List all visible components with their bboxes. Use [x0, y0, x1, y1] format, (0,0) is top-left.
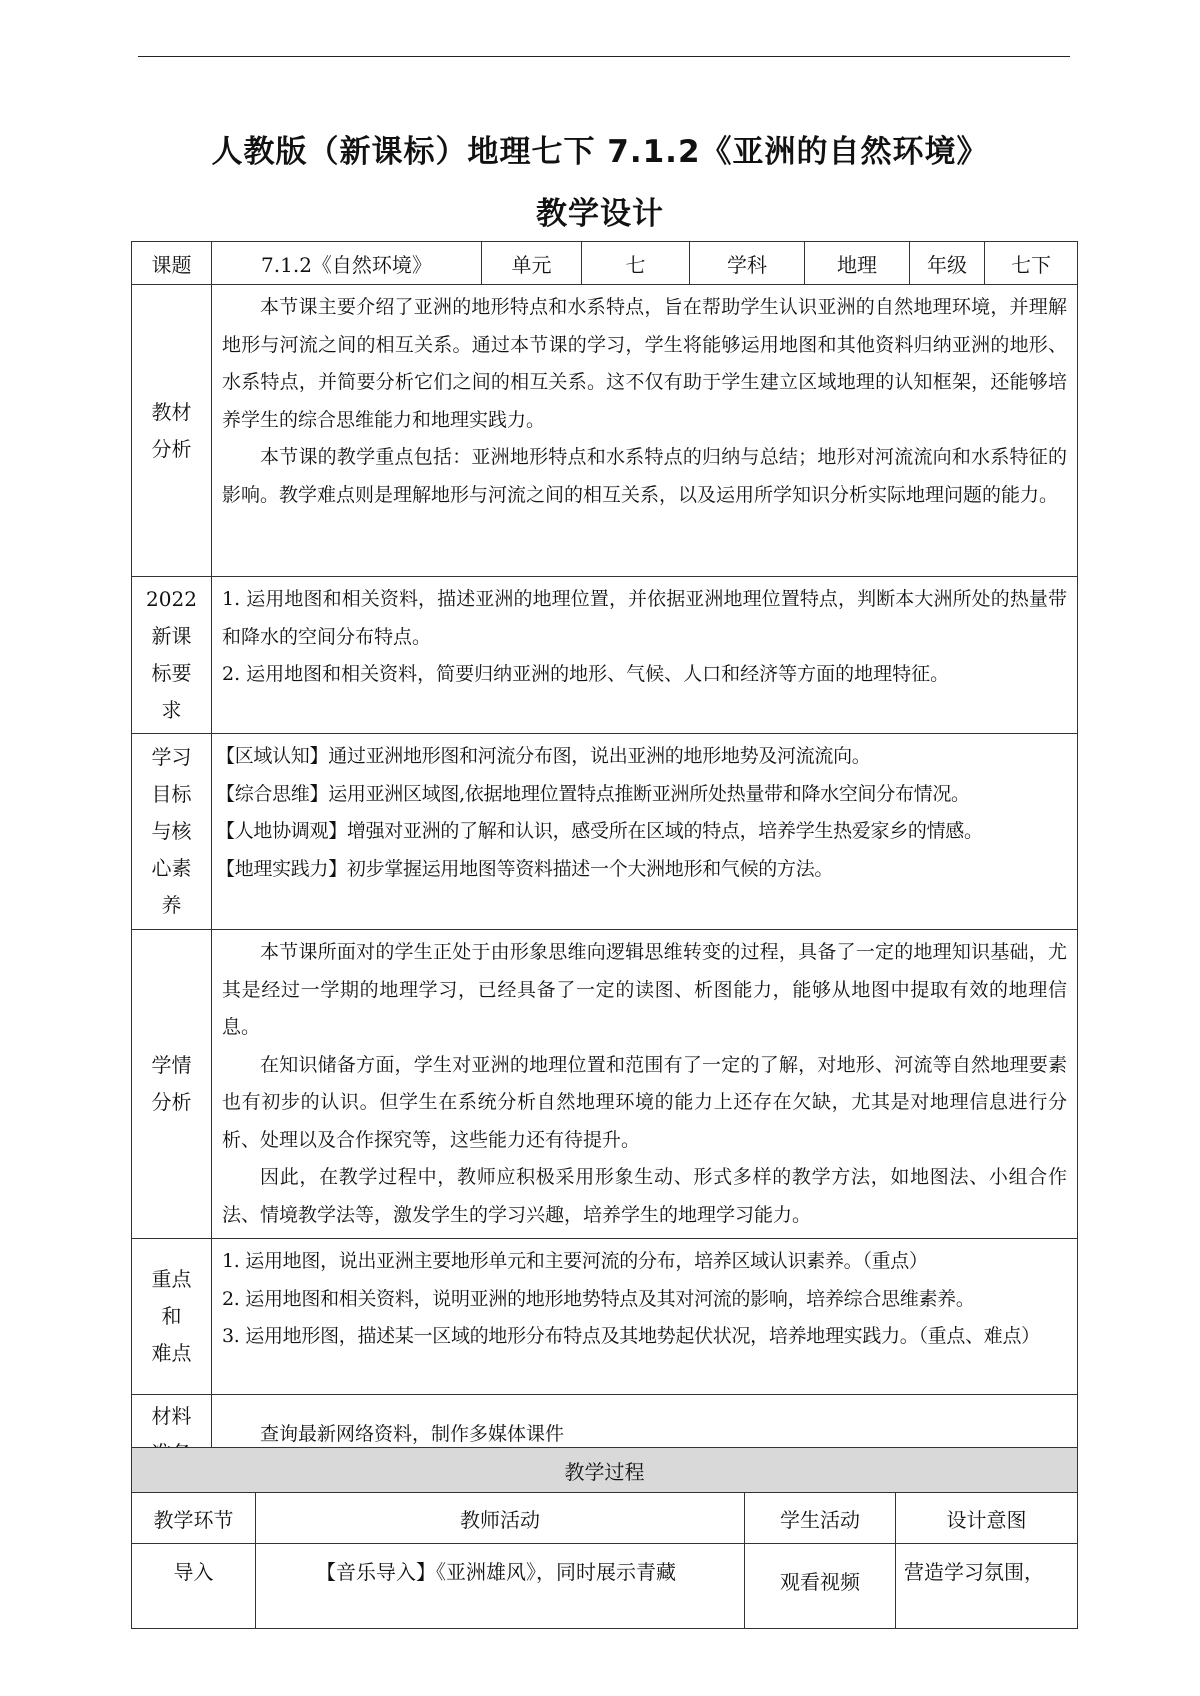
header-stage: 教学环节 — [132, 1493, 256, 1544]
student-analysis-content — [212, 930, 1078, 1239]
learning-goals-label: 学习 目标 与核 心素 养 — [132, 734, 212, 930]
header-teacher: 教师活动 — [256, 1493, 745, 1544]
learning-goals-content — [212, 734, 1078, 930]
process-row — [132, 1544, 1078, 1629]
material-analysis-content — [212, 285, 1078, 577]
process-title-row — [132, 1448, 1078, 1493]
student-paragraph: 因此，在教学过程中，教师应积极采用形象生动、形式多样的教学方法，如地图法、小组合作法、情境教学法等，激发学生的学习兴趣，培养学生的地理学习能力。 — [222, 1166, 1067, 1226]
student-analysis-label: 学情 分析 — [132, 930, 212, 1239]
student-analysis-row — [132, 930, 1078, 1239]
material-analysis-row — [132, 285, 1078, 577]
subject-value: 地理 — [805, 242, 910, 285]
materials-text: 查询最新网络资料，制作多媒体课件 — [260, 1423, 565, 1446]
grade-label: 年级 — [910, 242, 985, 285]
header-student: 学生活动 — [745, 1493, 896, 1544]
unit-label: 单元 — [482, 242, 582, 285]
key-difficult-row — [132, 1239, 1078, 1395]
document-title: 人教版（新课标）地理七下 7.1.2《亚洲的自然环境》 — [211, 134, 989, 170]
material-paragraph: 本节课主要介绍了亚洲的地形特点和水系特点，旨在帮助学生认识亚洲的自然地理环境，并理解地形与河流之间的相互关系。通过本节课的学习，学生将能够运用地图和其他资料归纳亚洲的地形、水系特点，并简要分析它们之间的相互关系。这不仅有助于学生建立区域地理的认知框架，还能够培养学生的综合思维能力和地理实践力。 — [222, 296, 1067, 431]
lesson-info-table — [131, 241, 1078, 1476]
student-paragraph: 本节课所面对的学生正处于由形象思维向逻辑思维转变的过程，具备了一定的地理知识基础，尤其是经过一学期的地理学习，已经具备了一定的读图、析图能力，能够从地图中提取有效的地理信息。 — [222, 941, 1067, 1038]
goal-item: 【地理实践力】初步掌握运用地图等资料描述一个大洲地形和气候的方法。 — [216, 857, 834, 880]
learning-goals-row — [132, 734, 1078, 930]
curriculum-standard-content — [212, 577, 1078, 734]
curriculum-standard-label: 2022 新课 标要 求 — [132, 577, 212, 734]
process-title: 教学过程 — [132, 1448, 1078, 1493]
key-difficult-label: 重点 和 难点 — [132, 1239, 212, 1395]
header-rule — [138, 56, 1070, 57]
design-intent-cell: 营造学习氛围， — [896, 1544, 1078, 1629]
header-intent: 设计意图 — [896, 1493, 1078, 1544]
standard-item: 2. 运用地图和相关资料，简要归纳亚洲的地形、气候、人口和经济等方面的地理特征。 — [222, 663, 950, 685]
goal-item: 【综合思维】运用亚洲区域图,依据地理位置特点推断亚洲所处热量带和降水空间分布情况。 — [216, 782, 970, 805]
goal-item: 【人地协调观】增强对亚洲的了解和认识，感受所在区域的特点，培养学生热爱家乡的情感。 — [216, 820, 983, 842]
material-analysis-label: 教材 分析 — [132, 285, 212, 577]
unit-value: 七 — [582, 242, 690, 285]
document-subtitle: 教学设计 — [536, 196, 664, 232]
student-paragraph: 在知识储备方面，学生对亚洲的地理位置和范围有了一定的了解，对地形、河流等自然地理要素也有初步的认识。但学生在系统分析自然地理环境的能力上还存在欠缺，尤其是对地理信息进行分析、处理以及合作探究等，这些能力还有待提升。 — [222, 1053, 1067, 1151]
teacher-activity-cell: 【音乐导入】《亚洲雄风》，同时展示青藏 — [256, 1544, 745, 1629]
stage-cell: 导入 — [132, 1544, 256, 1629]
topic-label: 课题 — [132, 242, 212, 285]
materials-label: 材料 — [132, 1395, 212, 1476]
material-paragraph: 本节课的教学重点包括：亚洲地形特点和水系特点的归纳与总结；地形对河流流向和水系特征的影响。教学难点则是理解地形与河流之间的相互关系，以及运用所学知识分析实际地理问题的能力。 — [222, 446, 1067, 506]
goal-item: 【区域认知】通过亚洲地形图和河流分布图，说出亚洲的地形地势及河流流向。 — [216, 745, 871, 767]
student-activity-cell: 观看视频 — [745, 1544, 896, 1629]
key-difficult-content — [212, 1239, 1078, 1395]
teaching-process-table — [131, 1447, 1078, 1629]
subject-label: 学科 — [690, 242, 805, 285]
grade-value: 七下 — [985, 242, 1078, 285]
info-row — [132, 242, 1078, 285]
standard-item: 1. 运用地图和相关资料，描述亚洲的地理位置，并依据亚洲地理位置特点，判断本大洲所处的热量带和降水的空间分布特点。 — [222, 588, 1067, 648]
process-header-row — [132, 1493, 1078, 1544]
key-item: 2. 运用地图和相关资料，说明亚洲的地形地势特点及其对河流的影响，培养综合思维素养。 — [222, 1287, 975, 1310]
key-item: 3. 运用地形图，描述某一区域的地形分布特点及其地势起伏状况，培养地理实践力。（重点、难点） — [222, 1325, 1040, 1347]
topic-value: 7.1.2《自然环境》 — [212, 242, 482, 285]
curriculum-standard-row — [132, 577, 1078, 734]
key-item: 1. 运用地图，说出亚洲主要地形单元和主要河流的分布，培养区域认识素养。（重点） — [222, 1250, 928, 1272]
